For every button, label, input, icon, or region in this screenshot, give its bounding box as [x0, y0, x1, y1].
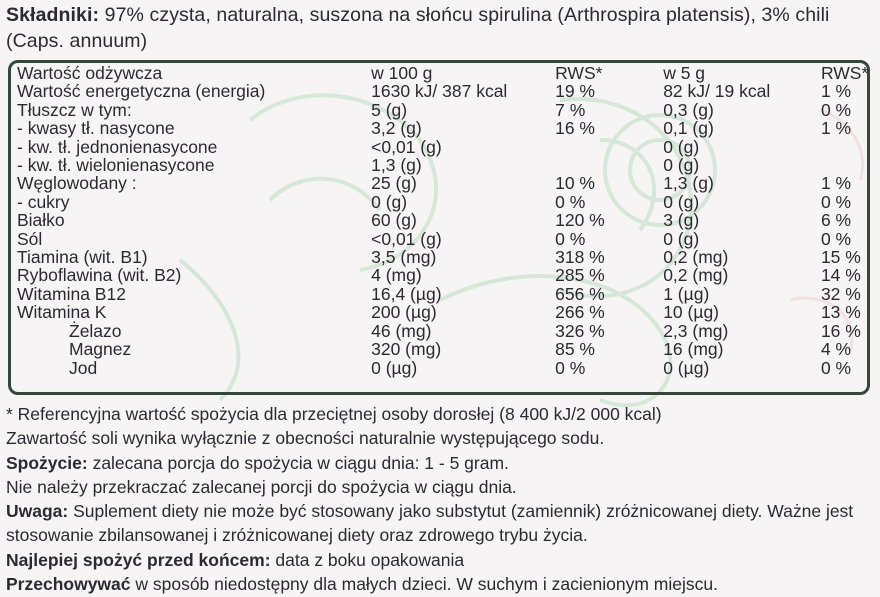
value-100g: 25 (g)	[371, 173, 417, 194]
value-5g: 0,2 (mg)	[663, 265, 729, 286]
rws-5g	[821, 156, 880, 174]
table-row	[17, 156, 880, 174]
nutrient-name: Witamina B12	[17, 283, 126, 304]
table-row	[17, 322, 880, 340]
value-100g: <0,01 (g)	[371, 136, 442, 157]
rws-5g: 0 %	[820, 228, 852, 249]
nutrient-name: Tłuszcz w tym:	[17, 99, 132, 120]
value-100g: 0 (µg)	[371, 357, 418, 378]
table-row	[17, 248, 880, 266]
nutrient-name: - cukry	[17, 191, 70, 212]
nutrient-name: Węglowodany :	[17, 173, 137, 194]
table-row	[17, 138, 880, 156]
nutrient-name: Ryboflawina (wit. B2)	[17, 265, 182, 286]
rws-5g: 6 %	[820, 210, 852, 231]
nutrient-name: Białko	[17, 210, 65, 231]
nutrient-name: Witamina K	[17, 302, 107, 323]
nutrition-table	[17, 64, 880, 377]
best-before-label: Najlepiej spożyć przed końcem:	[6, 549, 271, 570]
storage-note	[6, 572, 876, 596]
storage-label: Przechowywać	[6, 574, 131, 595]
rws-100g: 16 %	[555, 118, 595, 139]
value-100g: 3,2 (g)	[371, 118, 422, 139]
rws-100g	[555, 156, 663, 174]
rws-5g: 1 %	[820, 118, 852, 139]
nutrient-name: - kwasy tł. nasycone	[17, 118, 175, 139]
table-row	[17, 340, 880, 358]
table-row	[17, 211, 880, 229]
rws-100g: 0 %	[555, 191, 586, 212]
nutrient-name: Tiamina (wit. B1)	[17, 247, 148, 268]
value-5g: 0,1 (g)	[663, 118, 714, 139]
table-row	[17, 285, 880, 303]
value-5g: 0,3 (g)	[663, 99, 714, 120]
rws-footnote: * Referencyjna wartość spożycia dla przeciętnej osoby dorosłej (8 400 kJ/2 000 kcal)	[6, 404, 662, 424]
value-100g: 200 (µg)	[371, 302, 437, 323]
nutrient-name: Magnez	[69, 339, 132, 360]
value-100g: 3,5 (mg)	[371, 247, 437, 268]
rws-5g: 0 %	[820, 99, 852, 120]
header-rws-5g: RWS*	[820, 63, 869, 83]
value-5g: 0 (g)	[663, 191, 700, 212]
value-100g: 1630 kJ/ 387 kcal	[371, 81, 508, 102]
rws-100g: 318 %	[555, 247, 605, 268]
value-5g: 0 (g)	[663, 155, 700, 176]
value-100g: 0 (g)	[371, 191, 408, 212]
rws-100g: 266 %	[555, 302, 605, 323]
rws-100g: 120 %	[555, 210, 605, 231]
header-nutrient: Wartość odżywcza	[17, 63, 163, 83]
header-per-100g: w 100 g	[371, 63, 433, 83]
rws-5g: 15 %	[820, 247, 861, 268]
table-row	[17, 82, 880, 100]
attention-label: Uwaga:	[6, 501, 69, 522]
value-5g: 82 kJ/ 19 kcal	[663, 81, 771, 102]
ingredients-text: 97% czysta, naturalna, suszona na słońcu spirulina (Arthrospira platensis), 3% chili (Caps. annuum)	[6, 4, 830, 52]
table-row	[17, 266, 880, 284]
attention-text: Suplement diety nie może być stosowany jako substytut (zamiennik) zróżnicowanej diety. Ważne jest stosowanie zbilansowanej i zróżnicowanej diety oraz zdrowego trybu życia.	[6, 501, 854, 546]
salt-note: Zawartość soli wynika wyłącznie z obecności naturalnie występującego sodu.	[6, 428, 605, 449]
rws-5g: 4 %	[820, 339, 852, 360]
rws-5g: 13 %	[820, 302, 861, 323]
rws-100g: 7 %	[555, 99, 586, 120]
usage-text: zalecana porcja do spożycia w ciągu dnia: 1 - 5 gram.	[87, 452, 509, 473]
table-row	[17, 193, 880, 211]
value-5g: 16 (mg)	[663, 339, 724, 360]
rws-5g: 0 %	[820, 191, 852, 212]
usage-note	[6, 451, 876, 475]
value-5g: 1,3 (g)	[663, 173, 714, 194]
rws-100g: 0 %	[555, 357, 586, 378]
rws-5g: 32 %	[820, 283, 861, 304]
table-row	[17, 119, 880, 137]
table-row	[17, 230, 880, 248]
value-5g: 0 (µg)	[663, 357, 710, 378]
value-5g: 0 (g)	[663, 228, 700, 249]
rws-5g	[821, 138, 880, 156]
ingredients-section	[6, 2, 876, 54]
rws-100g: 10 %	[555, 173, 595, 194]
rws-5g: 16 %	[820, 320, 861, 341]
value-100g: 16,4 (µg)	[371, 283, 442, 304]
rws-100g: 19 %	[555, 81, 595, 102]
value-100g: 4 (mg)	[371, 265, 422, 286]
nutrient-name: Żelazo	[69, 320, 122, 341]
value-100g: 5 (g)	[371, 99, 408, 120]
value-100g: <0,01 (g)	[371, 228, 442, 249]
value-5g: 3 (g)	[663, 210, 700, 231]
rws-100g: 85 %	[555, 339, 595, 360]
attention-note	[6, 499, 876, 548]
rws-5g: 0 %	[820, 357, 852, 378]
table-row	[17, 174, 880, 192]
nutrient-name: Wartość energetyczna (energia)	[17, 81, 266, 102]
value-100g: 46 (mg)	[371, 320, 432, 341]
best-before-text: data z boku opakowania	[270, 549, 465, 570]
value-5g: 10 (µg)	[663, 302, 720, 323]
value-100g: 60 (g)	[371, 210, 417, 231]
usage-label: Spożycie:	[6, 452, 88, 473]
rws-100g: 656 %	[555, 283, 605, 304]
rws-100g: 0 %	[555, 228, 586, 249]
rws-5g: 14 %	[820, 265, 861, 286]
header-per-5g: w 5 g	[663, 63, 706, 83]
value-100g: 1,3 (g)	[371, 155, 422, 176]
value-5g: 2,3 (mg)	[663, 320, 729, 341]
value-5g: 1 (µg)	[663, 283, 710, 304]
nutrient-name: Jod	[69, 357, 98, 378]
rws-100g	[555, 138, 663, 156]
nutrient-name: - kw. tł. jednonienasycone	[17, 136, 218, 157]
table-header-row	[17, 64, 880, 82]
value-100g: 320 (mg)	[371, 339, 442, 360]
value-5g: 0 (g)	[663, 136, 700, 157]
storage-text: w sposób niedostępny dla małych dzieci. W suchym i zacienionym miejscu.	[130, 574, 718, 595]
notes-section	[6, 402, 876, 596]
value-5g: 0,2 (mg)	[663, 247, 729, 268]
rws-100g: 285 %	[555, 265, 605, 286]
ingredients-label: Składniki:	[6, 4, 100, 26]
best-before-note	[6, 548, 876, 572]
rws-5g: 1 %	[820, 173, 852, 194]
table-row	[17, 303, 880, 321]
nutrient-name: Sól	[17, 228, 43, 249]
rws-5g: 1 %	[820, 81, 852, 102]
table-row	[17, 359, 880, 377]
header-rws-100g: RWS*	[555, 63, 603, 83]
table-row	[17, 101, 880, 119]
nutrient-name: - kw. tł. wielonienasycone	[17, 155, 215, 176]
usage-warning: Nie należy przekraczać zalecanej porcji do spożycia w ciągu dnia.	[6, 476, 517, 497]
rws-100g: 326 %	[555, 320, 605, 341]
